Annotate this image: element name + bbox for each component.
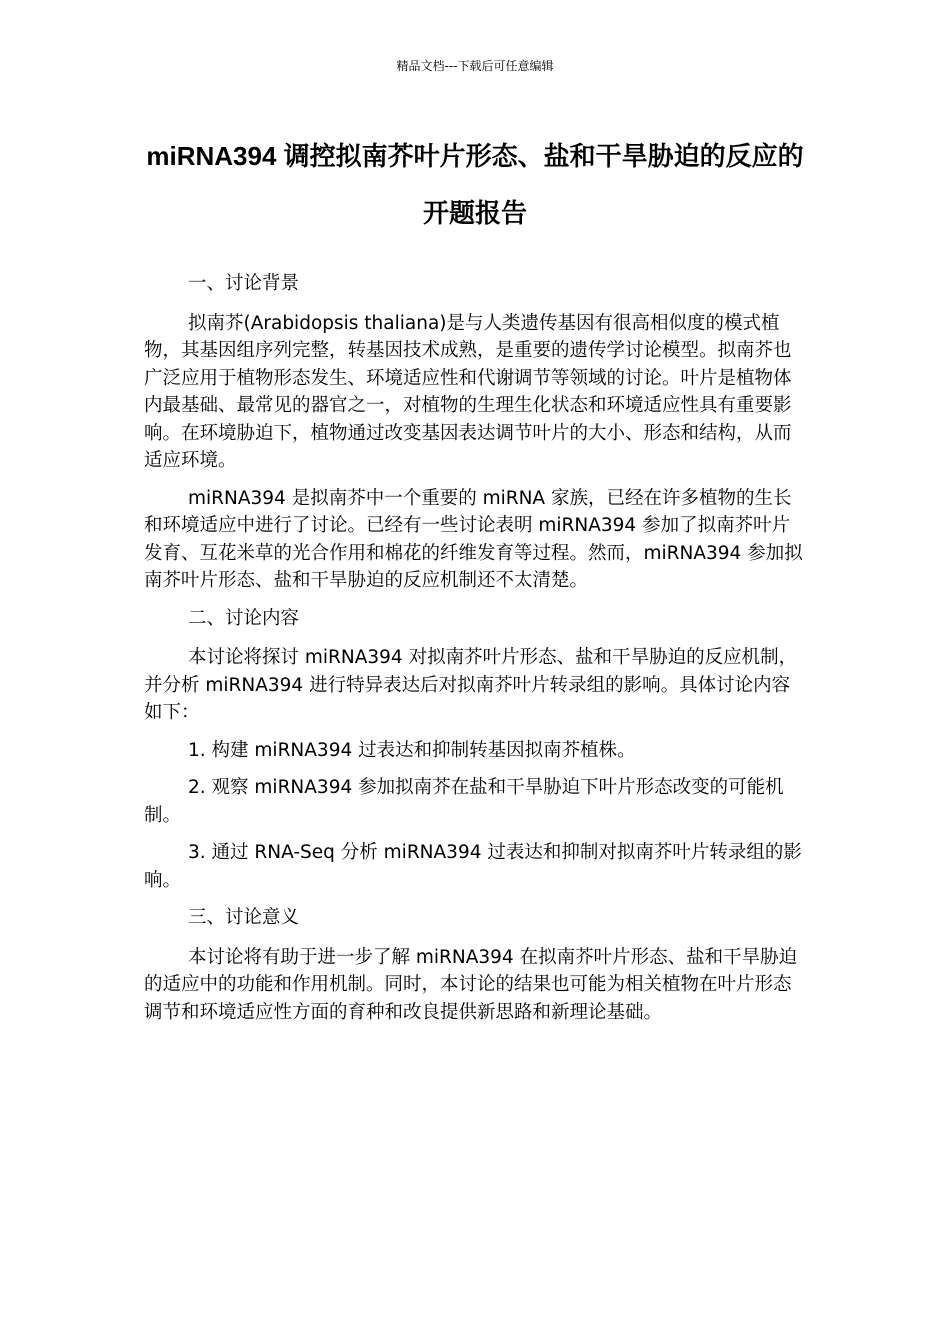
section-heading-content: 二、讨论内容 — [188, 607, 300, 629]
section-heading-background: 一、讨论背景 — [188, 273, 300, 294]
significance-paragraph: 本讨论将有助于进一步了解 miRNA394 在拟南芥叶片形态、盐和干旱胁迫的适应中的功能和作用机制。同时，本讨论的结果也可能为相关植物在叶片形态调节和环境适应性方面的育种和改良提供新思路和新理论基础。 — [144, 946, 798, 1023]
page-header: 精品文档---下载后可任意编辑 — [396, 59, 554, 73]
section-heading-significance: 三、讨论意义 — [188, 907, 300, 928]
content-list-item-3: 3. 通过 RNA-Seq 分析 miRNA394 过表达和抑制对拟南芥叶片转录组的影响。 — [144, 842, 802, 891]
document-body — [144, 270, 808, 1036]
content-list-item-2: 2. 观察 miRNA394 参加拟南芥在盐和干旱胁迫下叶片形态改变的可能机制。 — [144, 777, 784, 826]
document-title: miRNA394 调控拟南芥叶片形态、盐和干旱胁迫的反应的开题报告 — [146, 141, 804, 228]
content-list-item-1: 1. 构建 miRNA394 过表达和抑制转基因拟南芥植株。 — [188, 739, 636, 761]
background-paragraph-1: 拟南芥(Arabidopsis thaliana)是与人类遗传基因有很高相似度的模式植物，其基因组序列完整，转基因技术成熟，是重要的遗传学讨论模型。拟南芥也广泛应用于植物形态发生、环境适应性和代谢调节等领域的讨论。叶片是植物体内最基础、最常见的器官之一，对植物的生理生化状态和环境适应性具有重要影响。在环境胁迫下，植物通过改变基因表达调节叶片的大小、形态和结构，从而适应环境。 — [144, 312, 792, 471]
content-paragraph-intro: 本讨论将探讨 miRNA394 对拟南芥叶片形态、盐和干旱胁迫的反应机制，并分析 miRNA394 进行特异表达后对拟南芥叶片转录组的影响。具体讨论内容如下： — [144, 647, 798, 723]
background-paragraph-2: miRNA394 是拟南芥中一个重要的 miRNA 家族，已经在许多植物的生长和环境适应中进行了讨论。已经有一些讨论表明 miRNA394 参加了拟南芥叶片发育、互花米草的光合作用和棉花的纤维发育等过程。然而，miRNA394 参加拟南芥叶片形态、盐和干旱胁迫的反应机制还不太清楚。 — [144, 487, 803, 591]
